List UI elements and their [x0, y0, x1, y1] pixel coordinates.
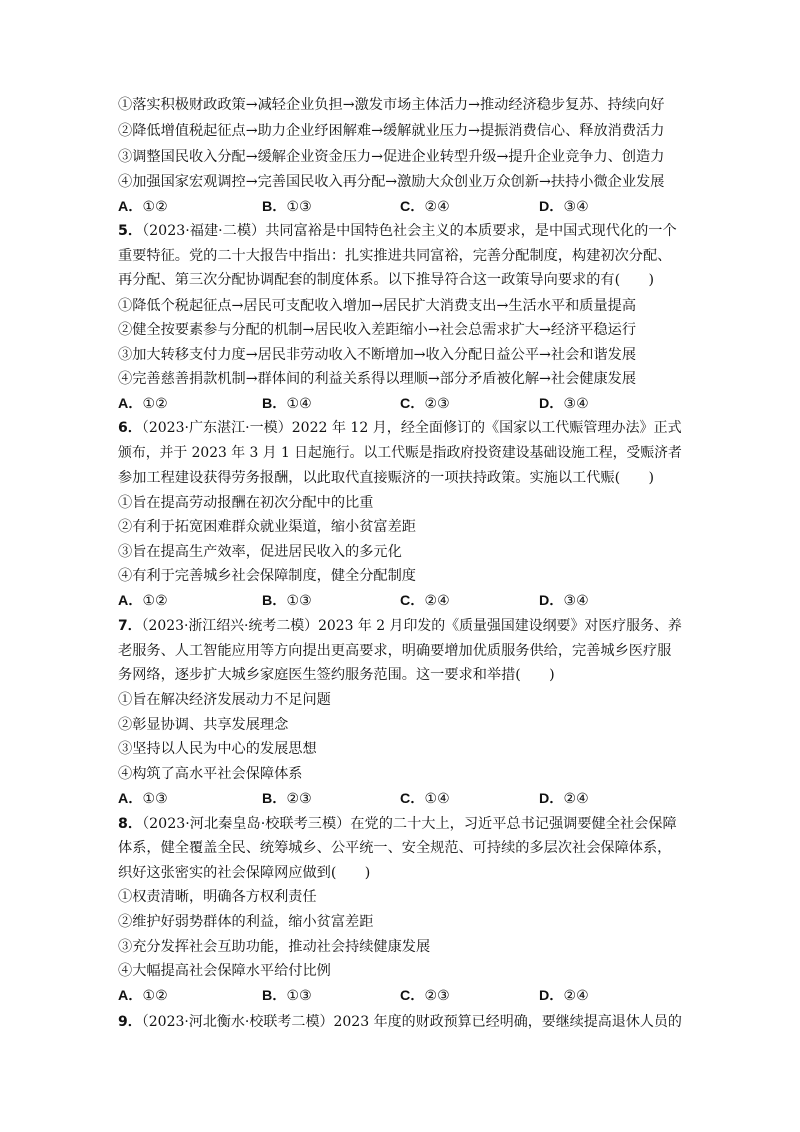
q8-option-1: ①权责清晰，明确各方权利责任	[118, 889, 317, 905]
q7-choice-c: C．①④	[400, 791, 450, 807]
q5-choices	[118, 395, 678, 413]
q6-choice-b: B．①③	[262, 593, 312, 609]
q7-choices	[118, 790, 678, 808]
q8-choice-d: D．②④	[539, 988, 589, 1004]
q8-choices	[118, 987, 678, 1005]
q8-choice-c: C．②③	[400, 988, 450, 1004]
q7-stem-line-3: 务网络，逐步扩大城乡家庭医生签约服务范围。这一要求和举措( )	[118, 667, 555, 683]
q5-stem-line-2: 重要特征。党的二十大报告中指出：扎实推进共同富裕，完善分配制度，构建初次分配、	[118, 248, 672, 264]
q5-choice-a: A．①②	[118, 396, 168, 412]
q4-choice-a: A．①②	[118, 199, 168, 215]
q7-option-1: ①旨在解决经济发展动力不足问题	[118, 692, 331, 708]
q8-stem-line-3: 织好这张密实的社会保障网应做到( )	[118, 865, 371, 881]
q7-option-3: ③坚持以人民为中心的发展思想	[118, 741, 317, 757]
q5-choice-c: C．②③	[400, 396, 450, 412]
q6-choices	[118, 592, 678, 610]
q4-option-1: ①落实积极财政政策→减轻企业负担→激发市场主体活力→推动经济稳步复苏、持续向好	[118, 97, 665, 113]
q6-choice-d: D．③④	[539, 593, 589, 609]
q7-choice-d: D．②④	[539, 791, 589, 807]
q8-option-3: ③充分发挥社会互助功能，推动社会持续健康发展	[118, 939, 431, 955]
q6-option-1: ①旨在提高劳动报酬在初次分配中的比重	[118, 495, 374, 511]
q6-option-2: ②有利于拓宽困难群众就业渠道，缩小贫富差距	[118, 519, 416, 535]
q5-number: 5．	[118, 223, 143, 239]
q7-stem-line-1: 7．（2023·浙江绍兴·统考二模）2023 年 2 月印发的《质量强国建设纲要》对医疗服务、养	[118, 618, 682, 634]
q6-choice-c: C．②④	[400, 593, 450, 609]
q4-option-2: ②降低增值税起征点→助力企业纾困解难→缓解就业压力→提振消费信心、释放消费活力	[118, 123, 665, 139]
q5-choice-d: D．③④	[539, 396, 589, 412]
q5-stem-line-1: 5．（2023·福建·二模）共同富裕是中国特色社会主义的本质要求，是中国式现代化的一个	[118, 223, 677, 239]
q4-option-3: ③调整国民收入分配→缓解企业资金压力→促进企业转型升级→提升企业竞争力、创造力	[118, 149, 665, 165]
q8-number: 8．	[118, 816, 143, 832]
q6-option-4: ④有利于完善城乡社会保障制度，健全分配制度	[118, 568, 416, 584]
q5-stem-line-3: 再分配、第三次分配协调配套的制度体系。以下推导符合这一政策导向要求的有( )	[118, 272, 655, 288]
q7-choice-a: A．①③	[118, 791, 168, 807]
q9-stem-line-1: 9．（2023·河北衡水·校联考二模）2023 年度的财政预算已经明确，要继续提高退休人员的	[118, 1014, 682, 1030]
q4-choices	[118, 198, 678, 216]
q4-choice-b: B．①③	[262, 199, 312, 215]
q5-option-3: ③加大转移支付力度→居民非劳动收入不断增加→收入分配日益公平→社会和谐发展	[118, 347, 637, 363]
q5-option-4: ④完善慈善捐款机制→群体间的利益关系得以理顺→部分矛盾被化解→社会健康发展	[118, 371, 637, 387]
q7-choice-b: B．②③	[262, 791, 312, 807]
q7-option-4: ④构筑了高水平社会保障体系	[118, 766, 303, 782]
q7-option-2: ②彰显协调、共享发展理念	[118, 717, 289, 733]
q7-number: 7．	[118, 618, 142, 634]
q6-number: 6．	[118, 420, 142, 436]
q6-stem-line-1: 6．（2023·广东湛江·一模）2022 年 12 月，经全面修订的《国家以工代赈管理办法》正式	[118, 420, 682, 436]
q9-number: 9．	[118, 1014, 142, 1030]
q8-option-4: ④大幅提高社会保障水平给付比例	[118, 963, 331, 979]
q6-option-3: ③旨在提高生产效率，促进居民收入的多元化	[118, 544, 402, 560]
q4-option-4: ④加强国家宏观调控→完善国民收入再分配→激励大众创业万众创新→扶持小微企业发展	[118, 174, 665, 190]
q8-option-2: ②维护好弱势群体的利益，缩小贫富差距	[118, 914, 374, 930]
q5-option-1: ①降低个税起征点→居民可支配收入增加→居民扩大消费支出→生活水平和质量提高	[118, 298, 637, 314]
q4-choice-c: C．②④	[400, 199, 450, 215]
q8-choice-a: A．①②	[118, 988, 168, 1004]
q6-choice-a: A．①②	[118, 593, 168, 609]
q5-choice-b: B．①④	[262, 396, 312, 412]
q4-choice-d: D．③④	[539, 199, 589, 215]
q5-option-2: ②健全按要素参与分配的机制→居民收入差距缩小→社会总需求扩大→经济平稳运行	[118, 322, 637, 338]
q6-stem-line-3: 参加工程建设获得劳务报酬，以此取代直接赈济的一项扶持政策。实施以工代赈( )	[118, 470, 655, 486]
q6-stem-line-2: 颁布，并于 2023 年 3 月 1 日起施行。以工代赈是指政府投资建设基础设施工程，受赈济者	[118, 445, 682, 461]
q8-choice-b: B．①③	[262, 988, 312, 1004]
q8-stem-line-2: 体系，健全覆盖全民、统筹城乡、公平统一、安全规范、可持续的多层次社会保障体系，	[118, 840, 672, 856]
q8-stem-line-1: 8．（2023·河北秦皇岛·校联考三模）在党的二十大上，习近平总书记强调要健全社会保障	[118, 816, 677, 832]
q7-stem-line-2: 老服务、人工智能应用等方向提出更高要求，明确要增加优质服务供给，完善城乡医疗服	[118, 643, 672, 659]
